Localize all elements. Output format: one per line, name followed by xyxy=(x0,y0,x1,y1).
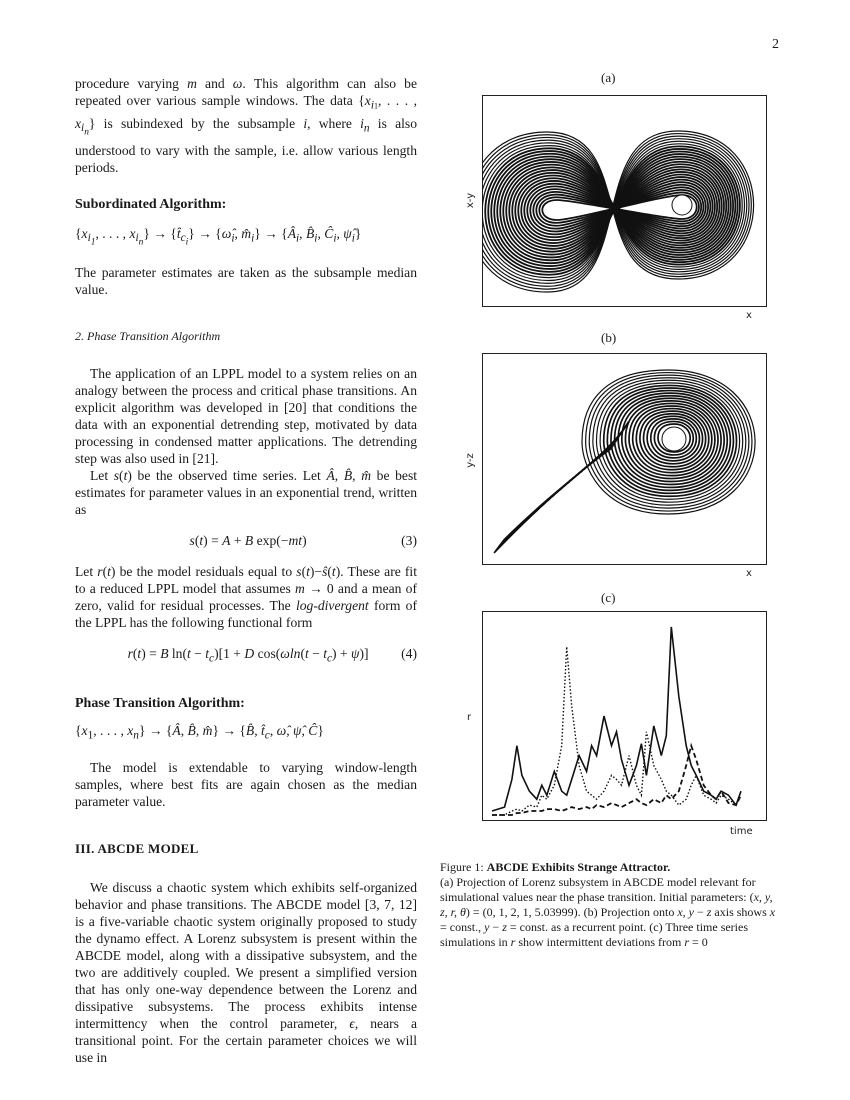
panel-c-ylabel: r xyxy=(467,712,472,723)
paragraph-4: Let s(t) be the observed time series. Let Â, B̂, m̂ be best estimates for parameter values in an exponential trend, written as xyxy=(75,467,418,517)
equation-3-number: (3) xyxy=(401,532,417,548)
attractor-b-hole xyxy=(662,427,686,451)
panel-c-label: (c) xyxy=(601,590,616,605)
paragraph-6: The model is extendable to varying window-length samples, where best fits are again chosen as the median parameter value. xyxy=(75,760,417,810)
subordinated-algorithm-title: Subordinated Algorithm: xyxy=(75,196,227,212)
panel-a-xlabel: x xyxy=(746,310,752,321)
panel-b-plot xyxy=(482,353,767,565)
paragraph-1: procedure varying m and ω. This algorithm can also be repeated over various sample windows. The data {$x_{i1}$, . . . , $x_{i_n}$} is subindexed by the subsample i, where $i_n$ is also understood to vary with the sample, i.e. allow various length periods. xyxy=(75,76,417,175)
panel-a-label: (a) xyxy=(601,70,616,85)
panel-a-plot xyxy=(482,95,767,307)
figure-caption xyxy=(440,860,782,950)
panel-c-plot xyxy=(482,611,767,821)
phase-transition-algorithm-title: Phase Transition Algorithm: xyxy=(75,696,245,712)
paragraph-3: The application of an LPPL model to a system relies on an analogy between the process and critical phase transitions. An explicit algorithm was developed in [20] that conditions the data with an exponential detrending step, motivated by data processing in condensed matter applications. The detrending step was also used in [21]. xyxy=(75,365,417,466)
caption-text: (a) Projection of Lorenz subsystem in ABCDE model relevant for simulational values near the phase transition. Initial parameters: (x, y, z, r, θ) = (0, 1, 2, 1, 5.03999). (b) Projection onto x, y − z axis shows x = const., y − z = const. as a recurrent point. (c) Three time series simulations in r show intermittent deviations from r = 0 xyxy=(440,875,776,949)
panel-b-xlabel: x xyxy=(746,568,752,579)
caption-label: Figure 1: xyxy=(440,860,484,874)
subsection-heading: 2. Phase Transition Algorithm xyxy=(75,328,221,343)
left-column xyxy=(75,75,417,1066)
paragraph-7: We discuss a chaotic system which exhibits self-organized behavior and phase transitions. The ABCDE model [3, 7, 12] is a five-variable chaotic system originally proposed to study the dynamo effect. A Lorenz subsystem is present within the ABCDE model, along with a dissipative subsystem, and the two are additively coupled. We present a simplified version that has only one-way dependence between the Lorenz and dissipative subsystems. The process exhibits intense intermittency when the control parameter, ϵ, nears a transitional point. For the certain parameter choices we will use in xyxy=(75,880,417,1066)
phase-transition-algorithm-equation: {$x_1$, . . . , $x_n$} → {Â, B̂, m̂} → {B̂, $t̂_c$, ω̂, ψ̂, Ĉ} xyxy=(75,723,324,743)
caption-title: ABCDE Exhibits Strange Attractor. xyxy=(486,860,671,874)
panel-b-label: (b) xyxy=(601,330,617,345)
subordinated-algorithm-equation: {$x_{i_1}$, . . . , $x_{i_n}$} → $\{t̂_{c_i}\}$ → {$\omegâ_i$, $m̂_i$} → {$Â_i$, $B̂_i$, $Ĉ_i$, $\psî_i$} xyxy=(75,225,362,248)
equation-3: s(t) = A + B exp(−mt) (3) xyxy=(189,532,417,548)
section-heading: III. ABCDE MODEL xyxy=(75,841,199,857)
paragraph-5: Let r(t) be the model residuals equal to s(t)−ŝ(t). These are fit to a reduced LPPL model that assumes m → 0 and a mean of zero, valid for residual processes. The log-divergent form of the LPPL has the following functional form xyxy=(75,563,418,630)
page-number: 2 xyxy=(772,37,779,52)
equation-4: r(t) = B $\ln(t - t_c)[1 + D$ $\cos(\omega\ln(t - t_c) + \psi)$] (4) xyxy=(127,645,417,665)
panel-c-xlabel: time xyxy=(730,826,753,837)
attractor-a-left-hole xyxy=(546,202,562,218)
equation-4-number: (4) xyxy=(401,645,417,661)
panel-b-ylabel: y-z xyxy=(464,453,476,468)
attractor-a-right-hole xyxy=(672,195,692,215)
paragraph-2: The parameter estimates are taken as the subsample median value. xyxy=(75,264,417,297)
panel-a-ylabel: x-y xyxy=(465,192,477,209)
